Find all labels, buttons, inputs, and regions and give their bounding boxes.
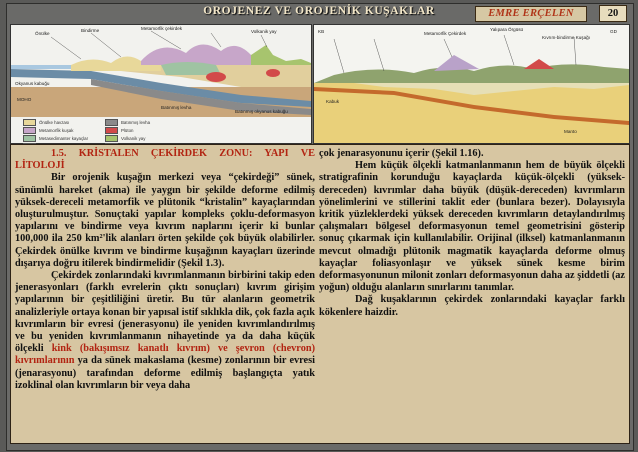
legend-item: Metasedimanter kayaçlar — [23, 135, 88, 142]
pluton — [206, 72, 226, 82]
legend-swatch — [23, 127, 36, 134]
label-thin-ocean: Batınmış okyanus kabuğu — [235, 109, 288, 114]
legend-item: Önülke havzası — [23, 119, 69, 126]
metamorphic-dome — [434, 55, 479, 71]
pluton — [266, 69, 280, 77]
legend-item: Batınmış levha — [105, 119, 150, 126]
highlighted-term: kink (bakışımsız kanatlı kıvrım) ve şevron (chevron) kıvrımlarının — [15, 343, 315, 367]
author-badge: EMRE ERÇELEN — [475, 6, 587, 22]
orogen-cross-section-figure — [10, 24, 312, 144]
legend-item: Plüton — [105, 127, 133, 134]
legend-swatch — [105, 119, 118, 126]
paragraph: Dağ kuşaklarının çekirdek zonlarındaki kayaçlar farklı kökenlere haizdir. — [319, 294, 625, 318]
label-mantle: Manto — [564, 129, 577, 134]
label-foreland: Önülke — [35, 31, 50, 36]
legend-item: Metamorfik kuşak — [23, 127, 73, 134]
sea — [11, 65, 71, 69]
label-nw: KB — [318, 29, 325, 34]
label-subducted-plate: Batınmış levha — [161, 105, 192, 110]
legend-swatch — [105, 127, 118, 134]
label-metamorphic-core-right: Metamorfik Çekirdek — [424, 31, 467, 36]
text-panel — [10, 144, 630, 444]
paragraph: Hem küçük ölçekli katmanlanmanın hem de büyük ölçekli stratigrafinin korunduğu kayaçlarda küçük-ölçekli (yüksek-dereceden) kıvrımlar daha büyük (düşük-dereceden) kıvrımların yönelimlerini ve stillerini taklit eder (bunlara bezer). Dolayısıyla kritik yüzleklerdeki yüksek dereceden kıvrımların detaylandırılmış çalışmaları bölgesel deformasyonun temel geometrisini gösterip sonuç çıkarmak için kullanılabilir. Orijinal (ilksel) katmanlanmanın mevcut olmadığı plütonik magmatik kayaçlarda deforme olmuş kayaçlar foliasyonlaşır ve yüksek sünek kesme birim deformasyonunun milonit zonları deformasyonun daha az şiddetli (az yoğun) olduğu alanların sınırlarını tanımlar. — [319, 160, 625, 294]
metamorphic-core — [141, 44, 256, 65]
paragraph: Bir orojenik kuşağın merkezi veya “çekirdeği” sünek, sünümlü hareket (akma) ile yaygın bir şekilde deforme edilmiş yüksek-dereceli metamorfik ve plütonik “kristalin” kayaçlarından oluşturulmuştur. Sonuçtaki yapılar kompleks çoklu-deformasyon yapılarını ve bindirme veya kıvrım naplarını içerir ki bunlar 100,000 ila 250 km²'lik alanları örten şekilde çok büyük olabilirler. Çekirdek önülke kıvrım ve bindirme kuşağının kayaçları üzerinde dışarıya doğru itilerek bindirmelidir (Şekil 1.3). — [15, 172, 315, 269]
text-column-right — [319, 148, 625, 319]
paragraph: Çekirdek zonlarındaki kıvrımlanmanın birbirini takip eden jenerasyonları (farklı evrelerin çıktı sonuçları) kıvrım girişim yapılarının bir çeşitliliğini üretir. Bu tür alanların geometrik analizleriyle ortaya konan bir yapısal istif sıklıkla dik, çok fazla açık kıvrımların bir evresi (jenerasyonu) ile yeniden kıvrımlandırılmış ve bu yeniden kıvrımlanmanın nihayetinde ya da daha küçük ölçekli kink (bakışımsız kanatlı kıvrım) ve şevron (chevron) kıvrımlarının ya da sünek makaslama (kesme) zonlarının bir evresi (jenarasyonu) tarafından deforme edilmiş başlangıçta yatık izoklinal olan kıvrımların bir veya daha — [15, 270, 315, 391]
legend-item: Volkanik yay — [105, 135, 145, 142]
label-yalipara: Yalıpara Örgüsü — [490, 27, 524, 32]
page-title: OROJENEZ VE OROJENİK KUŞAKLAR — [203, 5, 435, 17]
regional-cross-section-figure — [313, 24, 630, 144]
page-header — [10, 4, 628, 22]
legend-swatch — [23, 119, 36, 126]
page-number: 20 — [599, 5, 627, 22]
legend-swatch — [105, 135, 118, 142]
section-heading: 1.5. KRİSTALEN ÇEKİRDEK ZONU: YAPI VE LİTOLOJİ — [15, 148, 315, 172]
label-se: GD — [610, 29, 617, 34]
regional-section-drawing — [314, 25, 629, 143]
label-volcanic-arc: Volkanik yay — [251, 29, 277, 34]
legend-swatch — [23, 135, 36, 142]
label-fold-thrust-belt: Kıvrım-bindirme Kuşağı — [542, 35, 590, 40]
label-crust: Kabuk — [326, 99, 340, 104]
paragraph: çok jenarasyonunu içerir (Şekil 1.16). — [319, 148, 484, 159]
label-metamorphic-core: Metamorfik çekirdek — [141, 26, 183, 31]
text-column-left — [15, 148, 315, 392]
label-thrust: Bindirme — [81, 28, 100, 33]
pluton-dome — [524, 59, 554, 69]
label-moho: MOHO — [17, 97, 32, 102]
label-oceanic-crust: Okyanus kabuğu — [15, 81, 50, 86]
volcanic-arc — [251, 45, 311, 65]
